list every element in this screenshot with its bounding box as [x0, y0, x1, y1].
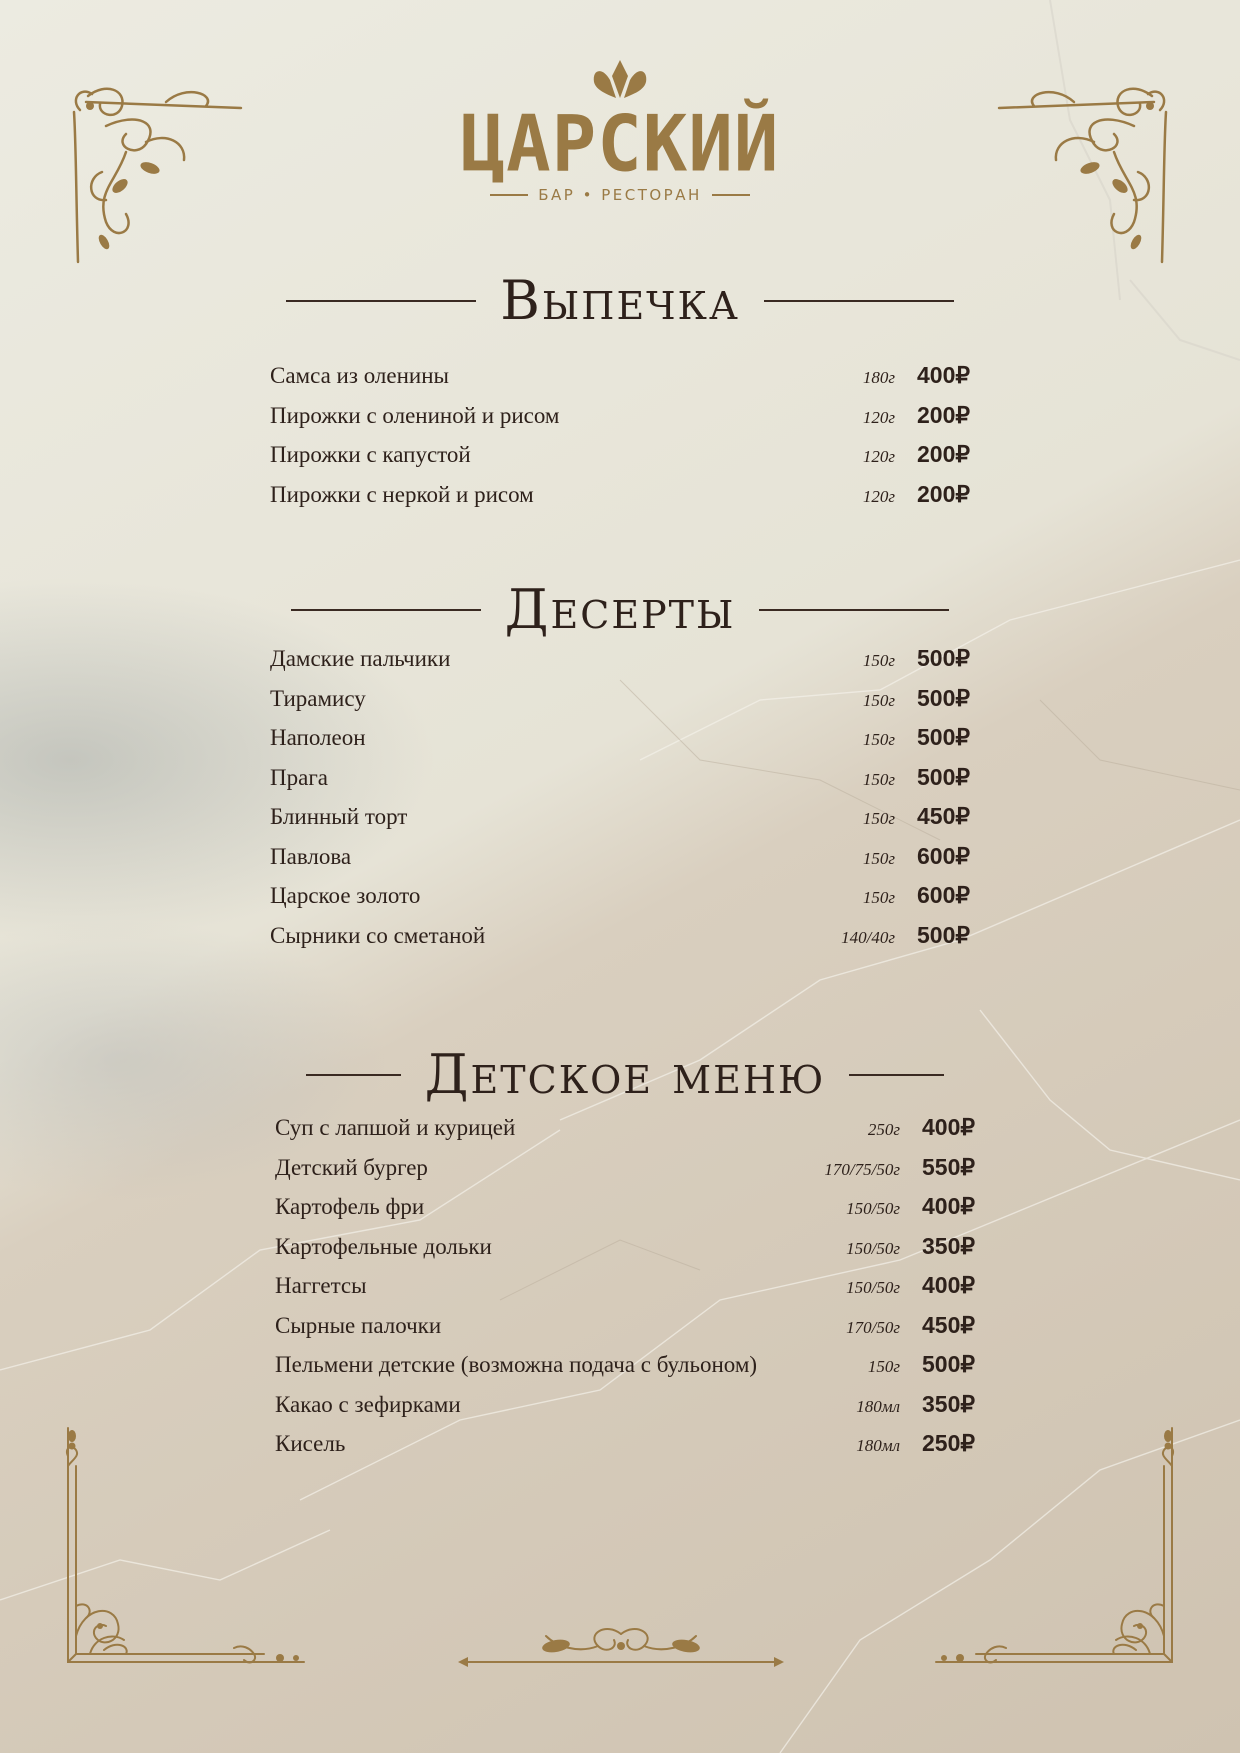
item-price: 350₽	[921, 1232, 975, 1259]
menu-item	[275, 1391, 975, 1431]
item-name: Пельмени детские (возможна подача с бульоном)	[275, 1352, 758, 1377]
item-weight: 150/50г	[846, 1278, 900, 1297]
divider	[712, 194, 750, 196]
heading-rule	[286, 300, 476, 302]
item-name: Кисель	[275, 1431, 346, 1456]
item-price: 200₽	[916, 441, 970, 467]
item-price: 400₽	[916, 362, 970, 388]
item-name: Какао с зефирками	[275, 1391, 461, 1417]
brand-name: ЦАРСКИЙ	[460, 98, 780, 190]
section-title: Детское меню	[424, 1043, 826, 1106]
item-name: Дамские пальчики	[270, 646, 451, 671]
item-name: Суп с лапшой и курицей	[275, 1115, 516, 1140]
item-weight: 150г	[862, 690, 895, 710]
item-weight: 150/50г	[846, 1238, 900, 1258]
item-weight: 150г	[862, 809, 895, 828]
item-weight: 150г	[862, 651, 895, 670]
item-price: 500₽	[921, 1351, 975, 1377]
item-price: 600₽	[916, 842, 970, 869]
item-weight: 150г	[862, 888, 895, 907]
menu-item	[275, 1312, 975, 1352]
item-weight: 150/50г	[846, 1199, 900, 1218]
crown-icon	[588, 58, 652, 102]
menu-item	[270, 882, 970, 922]
item-name: Сырные палочки	[275, 1312, 442, 1338]
heading-rule	[849, 1074, 944, 1076]
item-price: 400₽	[921, 1272, 975, 1298]
section-title: Десерты	[504, 578, 736, 641]
item-price: 200₽	[916, 480, 970, 507]
item-price: 250₽	[921, 1430, 975, 1456]
item-name: Пирожки с неркой и рисом	[270, 481, 534, 507]
item-name: Картофель фри	[275, 1194, 425, 1219]
item-name: Прага	[270, 764, 328, 790]
item-price: 450₽	[921, 1311, 975, 1338]
section-heading	[270, 266, 970, 336]
menu-item	[275, 1351, 975, 1391]
item-name: Тирамису	[270, 685, 366, 711]
item-weight: 120г	[862, 447, 895, 466]
item-name: Самса из оленины	[270, 363, 449, 388]
brand-logo	[0, 58, 1240, 204]
item-price: 450₽	[916, 803, 970, 829]
item-name: Детский бургер	[275, 1154, 428, 1180]
section-title: Выпечка	[500, 269, 740, 332]
menu-item	[275, 1272, 975, 1312]
menu-item	[270, 724, 970, 764]
heading-rule	[306, 1074, 401, 1076]
item-price: 350₽	[921, 1390, 975, 1417]
item-name: Блинный торт	[270, 804, 408, 829]
item-weight: 150г	[862, 730, 895, 749]
divider	[490, 194, 528, 196]
section-heading	[270, 575, 970, 645]
item-weight: 180г	[862, 368, 895, 387]
item-name: Сырники со сметаной	[270, 922, 486, 948]
item-weight: 170/50г	[846, 1317, 900, 1337]
item-name: Царское золото	[270, 883, 421, 908]
item-price: 500₽	[916, 763, 970, 790]
item-price: 500₽	[916, 684, 970, 711]
menu-list	[275, 1114, 975, 1470]
item-price: 500₽	[916, 921, 970, 948]
heading-rule	[291, 609, 481, 611]
item-name: Наполеон	[270, 725, 366, 750]
menu-item	[270, 402, 970, 442]
menu-item	[270, 803, 970, 843]
item-weight: 140/40г	[841, 927, 895, 947]
menu-item	[275, 1154, 975, 1194]
menu-list	[270, 362, 970, 520]
item-weight: 170/75/50г	[824, 1159, 900, 1179]
item-price: 200₽	[916, 401, 970, 428]
item-name: Пирожки с олениной и рисом	[270, 402, 560, 428]
brand-subtitle: БАР • РЕСТОРАН	[538, 186, 702, 204]
item-weight: 250г	[867, 1120, 900, 1139]
item-name: Павлова	[270, 843, 352, 869]
item-name: Пирожки с капустой	[270, 442, 471, 467]
item-price: 400₽	[921, 1114, 975, 1140]
menu-item	[275, 1193, 975, 1233]
item-weight: 120г	[862, 486, 895, 506]
menu-item	[275, 1114, 975, 1154]
item-price: 500₽	[916, 724, 970, 750]
menu-item	[270, 922, 970, 962]
item-weight: 180мл	[856, 1436, 900, 1455]
item-weight: 120г	[862, 407, 895, 427]
section-heading	[275, 1040, 975, 1110]
section-pastry	[270, 266, 970, 520]
menu-item	[270, 685, 970, 725]
item-name: Наггетсы	[275, 1273, 367, 1298]
item-weight: 150г	[862, 848, 895, 868]
menu-item	[270, 362, 970, 402]
heading-rule	[764, 300, 954, 302]
bottom-center-ornament	[456, 1624, 786, 1670]
heading-rule	[759, 609, 949, 611]
menu-item	[270, 843, 970, 883]
item-weight: 150г	[867, 1357, 900, 1376]
item-price: 500₽	[916, 645, 970, 671]
section-desserts	[270, 575, 970, 961]
item-price: 600₽	[916, 882, 970, 908]
menu-item	[270, 645, 970, 685]
menu-item	[270, 481, 970, 521]
menu-list	[270, 645, 970, 961]
menu-item	[270, 441, 970, 481]
item-weight: 180мл	[856, 1396, 900, 1416]
item-weight: 150г	[862, 769, 895, 789]
menu-item	[275, 1233, 975, 1273]
menu-item	[270, 764, 970, 804]
menu-item	[275, 1430, 975, 1470]
section-kids-menu	[275, 1040, 975, 1470]
item-price: 400₽	[921, 1193, 975, 1219]
item-name: Картофельные дольки	[275, 1233, 492, 1259]
item-price: 550₽	[921, 1153, 975, 1180]
